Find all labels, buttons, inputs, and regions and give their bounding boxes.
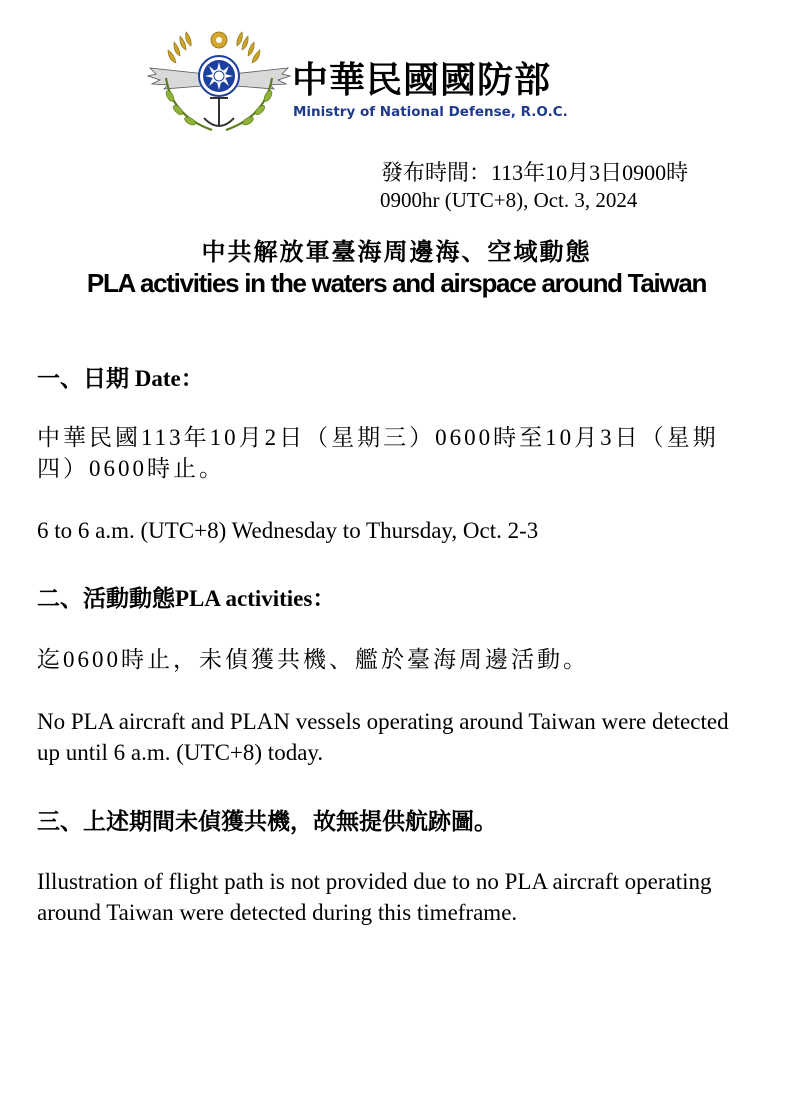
section-date-en: 6 to 6 a.m. (UTC+8) Wednesday to Thursday, Oct. 2-3 [37,518,539,543]
release-time-zh: 發布時間：113年10月3日0900時 [381,160,689,185]
section-date-heading: 一、日期 Date： [37,366,204,391]
page-title-en: PLA activities in the waters and airspace around Taiwan [86,268,707,298]
mnd-emblem-icon [146,28,292,140]
org-name-en: Ministry of National Defense, R.O.C. [293,104,568,120]
section-illustration-heading: 三、上述期間未偵獲共機，故無提供航跡圖。 [37,809,497,834]
release-time-en: 0900hr (UTC+8), Oct. 3, 2024 [380,188,638,212]
page-title-zh: 中共解放軍臺海周邊海、空域動態 [201,238,592,266]
section-activities-zh: 迄0600時止，未偵獲共機、艦於臺海周邊活動。 [37,647,589,672]
section-activities-en: No PLA aircraft and PLAN vessels operating around Taiwan were detected up until 6 a.m. (UTC+8) today. [37,709,729,765]
section-activities-heading: 二、活動動態PLA activities： [37,586,336,611]
section-illustration-en: Illustration of flight path is not provided due to no PLA aircraft operating around Taiwan were detected during this timeframe. [37,869,712,925]
org-name-zh: 中華民國國防部 [292,60,552,101]
section-date-zh: 中華民國113年10月2日（星期三）0600時至10月3日（星期四）0600時止。 [37,425,719,481]
